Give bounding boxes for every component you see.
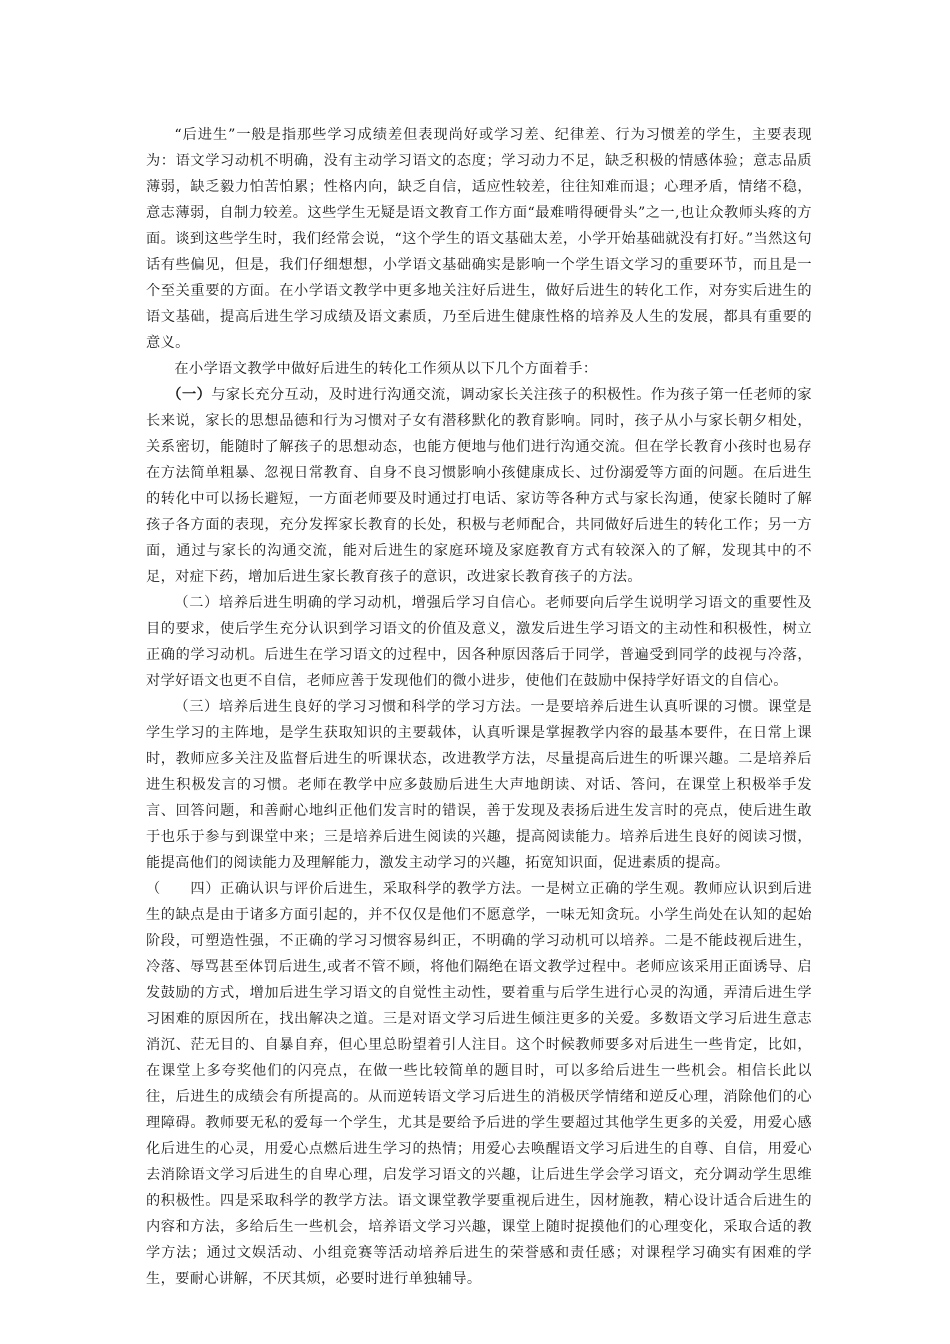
intro-paragraph: “后进生”一般是指那些学习成绩差但表现尚好或学习差、纪律差、行为习惯差的学生，主要表现为：语文学习动机不明确，没有主动学习语文的态度；学习动力不足，缺乏积极的情感体验；意志品质薄弱，缺乏毅力怕苦怕累；性格内向，缺乏自信，适应性较差，往往知难而退；心理矛盾，情绪不稳，意志薄弱，自制力较差。这些学生无疑是语文教育工作方面“最难啃得硬骨头”之一,也让众教师头疼的方面。谈到这些学生时，我们经常会说，“这个学生的语文基础太差，小学开始基础就没有打好。”当然这句话有些偏见，但是，我们仔细想想，小学语文基础确实是影响一个学生语文学习的重要环节，而且是一个至关重要的方面。在小学语文教学中更多地关注好后进生，做好后进生的转化工作，对夯实后进生的语文基础，提高后进生学习成绩及语文素质，乃至后进生健康性格的培养及人生的发展，都具有重要的意义。 [146,127,812,351]
document-body [146,122,812,1292]
section-1-heading: （一） [167,387,212,403]
section-1-paragraph [146,382,812,590]
lead-paragraph: 在小学语文教学中做好后进生的转化工作须从以下几个方面着手： [174,361,598,377]
section-2-paragraph: （二）培养后进生明确的学习动机，增强后学习自信心。老师要向后学生说明学习语文的重要性及目的要求，使后学生充分认识到学习语文的价值及意义，激发后进生学习语文的主动性和积极性，树立正确的学习动机。后进生在学习语文的过程中，因各种原因落后于同学，普遍受到同学的歧视与冷落，对学好语文也更不自信，老师应善于发现他们的微小进步，使他们在鼓励中保持学好语文的自信心。 [146,595,812,689]
section-1-text: 与家长充分互动，及时进行沟通交流，调动家长关注孩子的积极性。作为孩子第一任老师的家长来说，家长的思想品德和行为习惯对子女有潜移默化的教育影响。同时，孩子从小与家长朝夕相处，关系密切，能随时了解孩子的思想动态，也能方便地与他们进行沟通交流。但在学长教育小孩时也易存在方法简单粗暴、忽视日常教育、自身不良习惯影响小孩健康成长、过份溺爱等方面的问题。在后进生的转化中可以扬长避短，一方面老师要及时通过打电话、家访等各种方式与家长沟通，使家长随时了解孩子各方面的表现，充分发挥家长教育的长处，积极与老师配合，共同做好后进生的转化工作；另一方面，通过与家长的沟通交流，能对后进生的家庭环境及家庭教育方式有较深入的了解，发现其中的不足，对症下药，增加后进生家长教育孩子的意识，改进家长教育孩子的方法。 [146,387,813,585]
section-3-paragraph: （三）培养后进生良好的学习习惯和科学的学习方法。一是要培养后进生认真听课的习惯。课堂是学生学习的主阵地，是学生获取知识的主要载体，认真听课是掌握教学内容的最基本要件，在日常上课时，教师应多关注及监督后进生的听课状态，改进教学方法，尽量提高后进生的听课兴趣。二是培养后进生积极发言的习惯。老师在教学中应多鼓励后进生大声地朗读、对话、答问，在课堂上积极举手发言、回答问题，和善耐心地纠正他们发言时的错误，善于发现及表扬后进生发言时的亮点，使后进生敢于也乐于参与到课堂中来；三是培养后进生阅读的兴趣，提高阅读能力。培养后进生良好的阅读习惯，能提高他们的阅读能力及理解能力，激发主动学习的兴趣，拓宽知识面，促进素质的提高。 [146,699,812,871]
section-4-paragraph: （ 四）正确认识与评价后进生，采取科学的教学方法。一是树立正确的学生观。教师应认识到后进生的缺点是由于诸多方面引起的，并不仅仅是他们不愿意学，一味无知贪玩。小学生尚处在认知的起始阶段，可塑造性强，不正确的学习习惯容易纠正，不明确的学习动机可以培养。二是不能歧视后进生，冷落、辱骂甚至体罚后进生,或者不管不顾，将他们隔绝在语文教学过程中。老师应该采用正面诱导、启发鼓励的方式，增加后进生学习语文的自觉性主动性，要着重与后学生进行心灵的沟通，弄清后进生学习困难的原因所在，找出解决之道。三是对语文学习后进生倾注更多的关爱。多数语文学习后进生意志消沉、茫无目的、自暴自弃，但心里总盼望着引人注目。这个时候教师要多对后进生一些肯定，比如，在课堂上多夸奖他们的闪亮点，在做一些比较简单的题目时，可以多给后进生一些机会。相信长此以往，后进生的成绩会有所提高的。从而逆转语文学习后进生的消极厌学情绪和逆反心理，消除他们的心理障碍。教师要无私的爱每一个学生，尤其是要给予后进的学生要超过其他学生更多的关爱，用爱心感化后进生的心灵，用爱心点燃后进生学习的热情；用爱心去唤醒语文学习后进生的自尊、自信，用爱心去消除语文学习后进生的自卑心理，启发学习语文的兴趣，让后进生学会学习语文，充分调动学生思维的积极性。四是采取科学的教学方法。语文课堂教学要重视后进生，因材施教，精心设计适合后进生的内容和方法，多给后生一些机会，培养语文学习兴趣，课堂上随时捉摸他们的心理变化，采取合适的教学方法；通过文娱活动、小组竞赛等活动培养后进生的荣誉感和责任感；对课程学习确实有困难的学生，要耐心讲解，不厌其烦，必要时进行单独辅导。 [146,881,812,1287]
